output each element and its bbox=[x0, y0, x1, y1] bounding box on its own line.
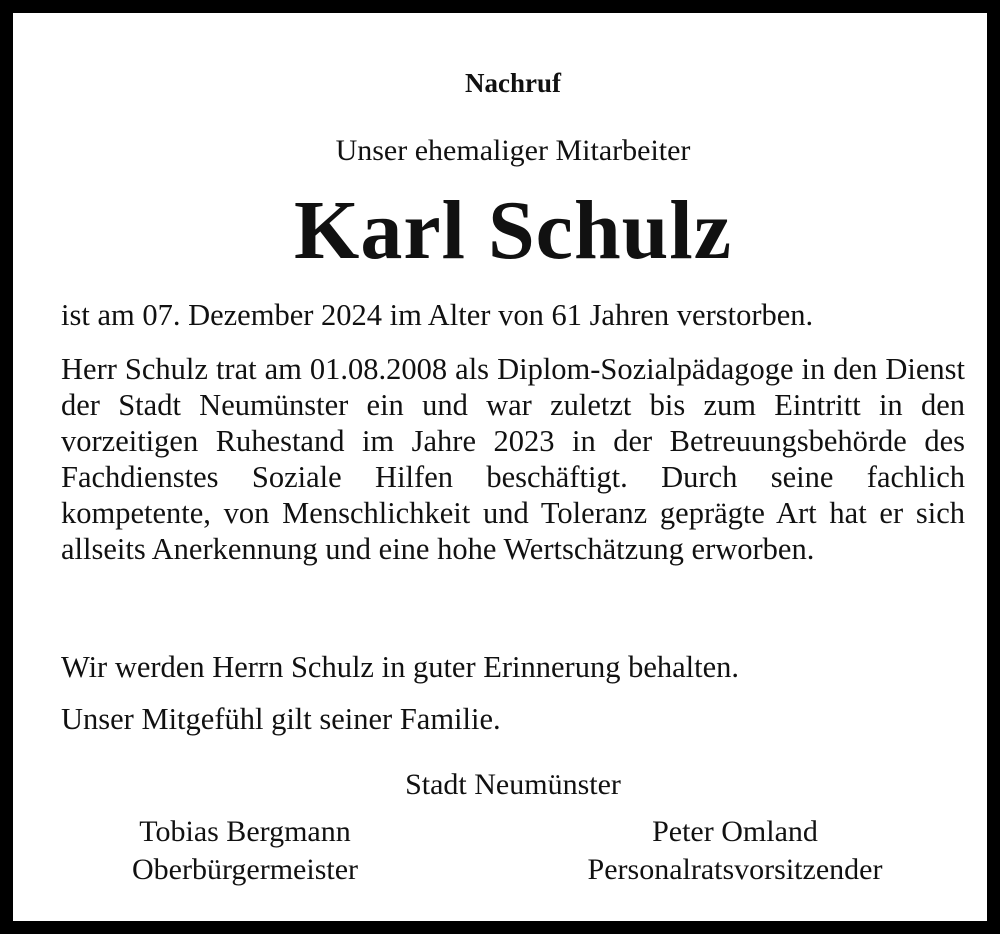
remembrance-paragraph: Wir werden Herrn Schulz in guter Erinnerung behalten. bbox=[61, 650, 739, 684]
signatory-right-title: Personalratsvorsitzender bbox=[587, 853, 883, 886]
notice-heading: Nachruf bbox=[465, 68, 561, 98]
sympathy-paragraph: Unser Mitgefühl gilt seiner Familie. bbox=[61, 702, 501, 736]
deceased-name: Karl Schulz bbox=[293, 184, 732, 277]
notice-subheading: Unser ehemaliger Mitarbeiter bbox=[335, 134, 691, 167]
signatory-right-name: Peter Omland bbox=[652, 815, 818, 848]
signatory-right bbox=[515, 813, 955, 889]
signatory-left bbox=[25, 813, 465, 889]
signatory-left-name: Tobias Bergmann bbox=[139, 815, 351, 848]
death-paragraph: ist am 07. Dezember 2024 im Alter von 61 Jahren verstorben. bbox=[61, 298, 814, 332]
signatory-left-title: Oberbürgermeister bbox=[131, 853, 359, 886]
career-paragraph: Herr Schulz trat am 01.08.2008 als Diplom-Sozialpädagoge in den Dienst der Stadt Neumünster ein und war zuletzt bis zum Eintritt in den vorzeitigen Ruhestand im Jahre 2023 in der Betreuungsbehörde des Fachdienstes Soziale Hilfen beschäftigt. Durch seine fachlich kompetente, von Menschlichkeit und Toleranz geprägte Art hat er sich allseits Anerkennung und eine hohe Wertschätzung erworben. bbox=[61, 352, 965, 566]
organization-name: Stadt Neumünster bbox=[405, 768, 621, 801]
